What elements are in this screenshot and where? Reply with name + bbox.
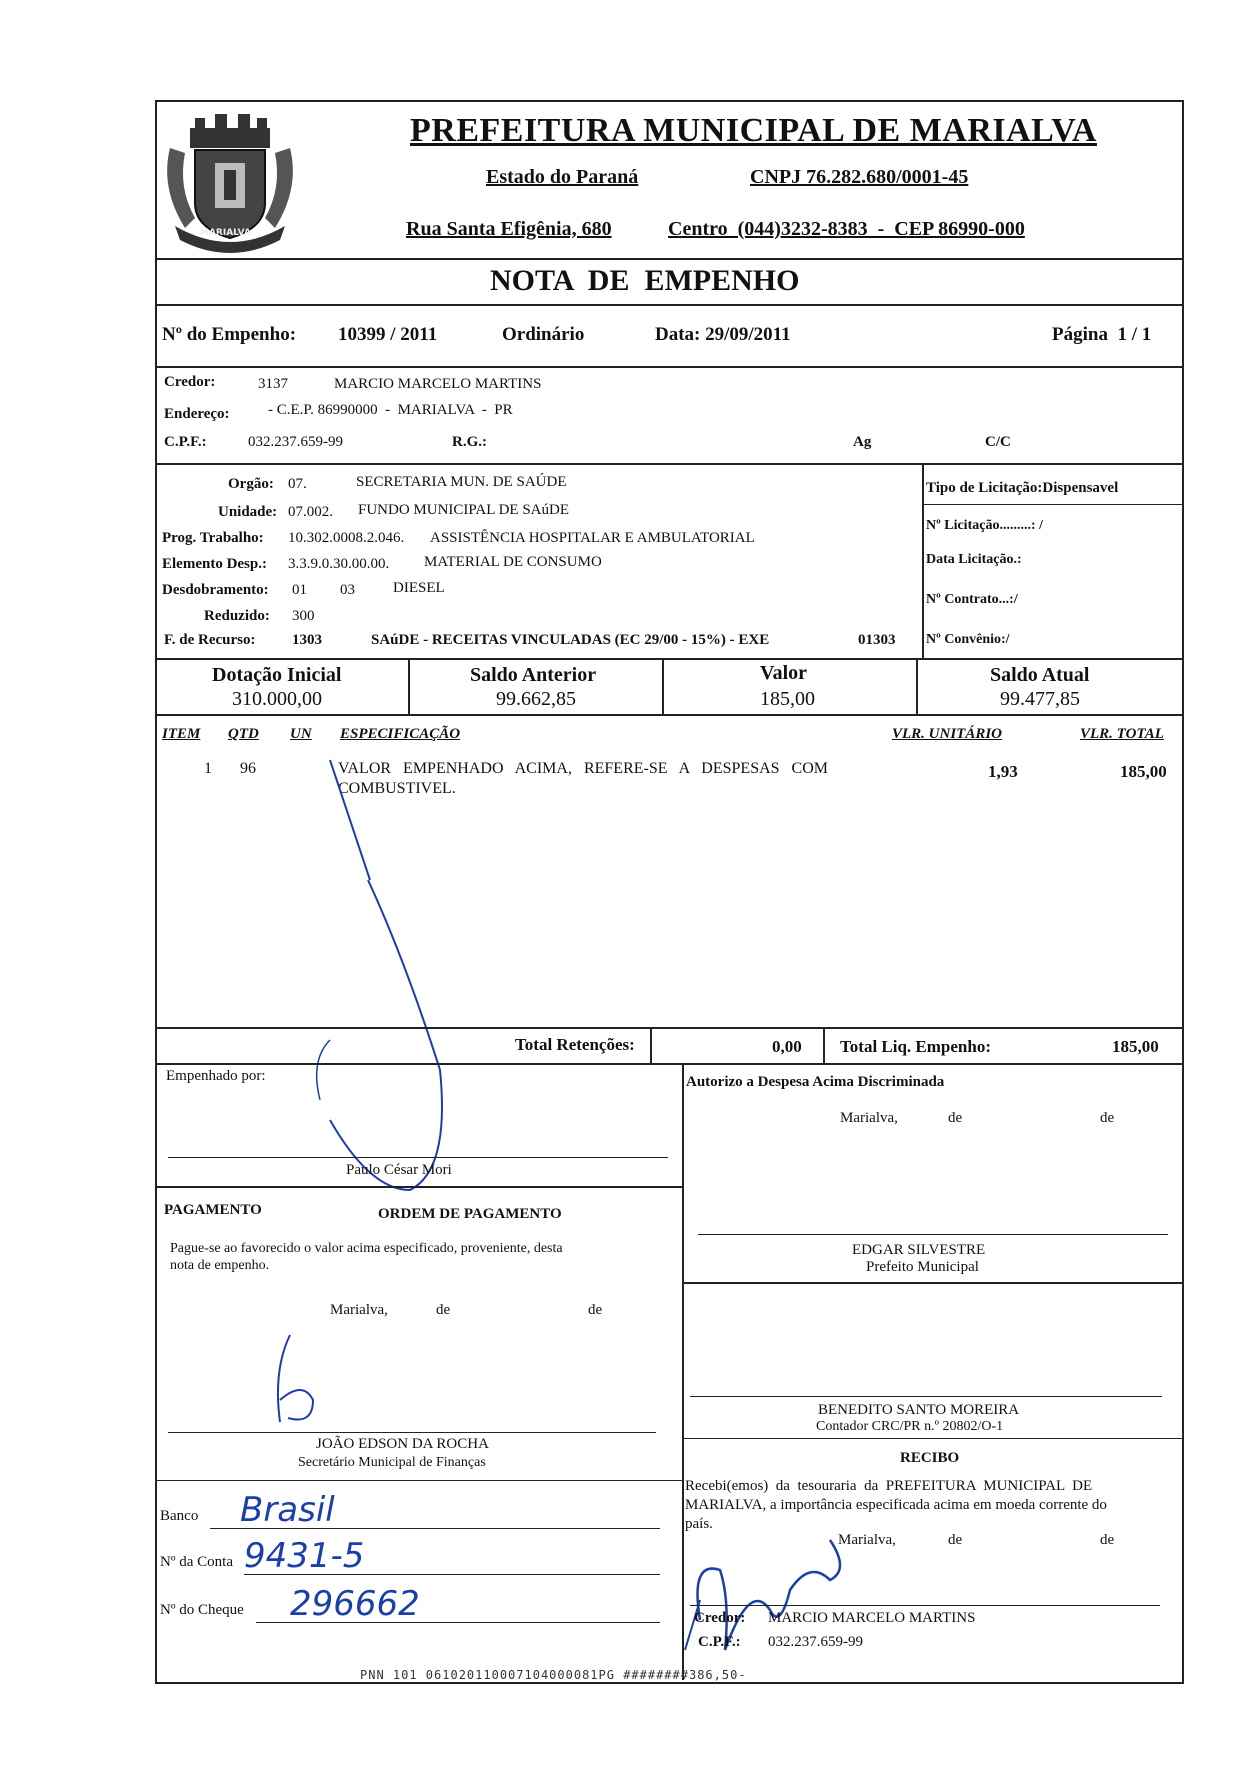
seal-banner-text: MARIALVA <box>200 228 251 238</box>
saldo-atual-label: Saldo Atual <box>990 664 1090 686</box>
municipal-seal <box>160 108 300 258</box>
recibo-de1: de <box>948 1532 963 1548</box>
valor-label: Valor <box>760 662 808 684</box>
dotacao-inicial-label: Dotação Inicial <box>212 664 342 686</box>
rg-label: R.G.: <box>452 434 487 450</box>
cnpj-label: CNPJ 76.282.680/0001-45 <box>750 166 969 188</box>
empenhado-label: Empenhado por: <box>166 1068 266 1084</box>
item-number: 1 <box>204 760 212 777</box>
prefeito-name: EDGAR SILVESTRE <box>852 1242 986 1258</box>
autorizo-de1: de <box>948 1110 963 1126</box>
empenho-type: Ordinário <box>502 324 585 345</box>
reduzido-label: Reduzido: <box>204 608 270 624</box>
orgao-code: 07. <box>288 476 307 492</box>
col-un: UN <box>290 726 312 742</box>
contador-role: Contador CRC/PR n.º 20802/O-1 <box>816 1419 1004 1434</box>
elemento-code: 3.3.9.0.30.00.00. <box>288 556 390 572</box>
recibo-credor-name: MARCIO MARCELO MARTINS <box>768 1610 976 1626</box>
contador-name: BENEDITO SANTO MOREIRA <box>818 1402 1020 1418</box>
elemento-name: MATERIAL DE CONSUMO <box>424 554 602 570</box>
secretario-name: JOÃO EDSON DA ROCHA <box>316 1436 489 1452</box>
recibo-de2: de <box>1100 1532 1115 1548</box>
prog-name: ASSISTÊNCIA HOSPITALAR E AMBULATORIAL <box>430 530 755 546</box>
endereco-label: Endereço: <box>164 406 230 422</box>
pagamento-label: PAGAMENTO <box>164 1202 262 1218</box>
ordem-pagamento-label: ORDEM DE PAGAMENTO <box>378 1206 562 1222</box>
pague-line1: Pague-se ao favorecido o valor acima especificado, proveniente, desta <box>170 1241 563 1256</box>
recibo-cpf-value: 032.237.659-99 <box>768 1634 863 1650</box>
data-licitacao: Data Licitação.: <box>926 552 1022 567</box>
page-title: PREFEITURA MUNICIPAL DE MARIALVA <box>410 112 1097 149</box>
credor-code: 3137 <box>258 376 288 392</box>
recibo-label: RECIBO <box>900 1450 960 1466</box>
credor-signature <box>680 1500 880 1680</box>
unidade-code: 07.002. <box>288 504 333 520</box>
recurso-code: 1303 <box>292 632 322 648</box>
recurso-number: 01303 <box>858 632 896 648</box>
doc-title: NOTA DE EMPENHO <box>490 264 800 297</box>
orgao-name: SECRETARIA MUN. DE SAÚDE <box>356 474 567 490</box>
state-label: Estado do Paraná <box>486 166 639 188</box>
footer-code: PNN 101 061020110007104000081PG ########386,50- <box>360 1668 747 1682</box>
desdobramento-name: DIESEL <box>393 580 445 596</box>
cheque-label: Nº do Cheque <box>160 1602 244 1618</box>
desdobramento-a: 01 <box>292 582 307 598</box>
recibo-credor-label: Credor: <box>694 1610 746 1626</box>
contact-label: Centro (044)3232-8383 - CEP 86990-000 <box>668 218 1025 240</box>
numero-convenio: Nº Convênio:/ <box>926 632 1010 647</box>
page-indicator: Página 1 / 1 <box>1052 324 1152 345</box>
item-spec-line1: VALOR EMPENHADO ACIMA, REFERE-SE A DESPESAS COM <box>338 760 828 777</box>
recurso-name: SAúDE - RECEITAS VINCULADAS (EC 29/00 - 15%) - EXE <box>371 632 770 648</box>
empenhado-name: Paulo César Mori <box>346 1162 452 1178</box>
numero-contrato: Nº Contrato...:/ <box>926 592 1018 607</box>
autorizo-de2: de <box>1100 1110 1115 1126</box>
col-qtd: QTD <box>228 726 259 742</box>
cc-label: C/C <box>985 434 1011 450</box>
unidade-label: Unidade: <box>218 504 278 520</box>
recibo-line2: MARIALVA, a importância especificada acima em moeda corrente do <box>685 1497 1107 1513</box>
recibo-line1: Recebi(emos) da tesouraria da PREFEITURA MUNICIPAL DE <box>685 1478 1093 1494</box>
dotacao-inicial-value: 310.000,00 <box>232 688 322 710</box>
saldo-atual-value: 99.477,85 <box>1000 688 1080 710</box>
recibo-place: Marialva, <box>838 1532 896 1548</box>
item-spec-line2: COMBUSTIVEL. <box>338 780 456 797</box>
desdobramento-label: Desdobramento: <box>162 582 269 598</box>
secretario-signature <box>268 1330 348 1430</box>
empenho-date: Data: 29/09/2011 <box>655 324 791 345</box>
liq-empenho-value: 185,00 <box>1112 1037 1159 1056</box>
cpf-label: C.P.F.: <box>164 434 207 450</box>
valor-value: 185,00 <box>760 688 815 710</box>
item-qtd: 96 <box>240 760 256 777</box>
banco-handwritten: Brasil <box>240 1490 335 1530</box>
recibo-line3: país. <box>685 1516 713 1532</box>
conta-label: Nº da Conta <box>160 1554 233 1570</box>
retencoes-label: Total Retenções: <box>515 1035 635 1054</box>
ag-label: Ag <box>853 434 872 450</box>
col-especificacao: ESPECIFICAÇÃO <box>340 726 461 742</box>
pague-de2: de <box>588 1302 603 1318</box>
recurso-label: F. de Recurso: <box>164 632 256 648</box>
conta-handwritten: 9431-5 <box>244 1536 365 1576</box>
autorizo-label: Autorizo a Despesa Acima Discriminada <box>686 1074 945 1090</box>
address-label: Rua Santa Efigênia, 680 <box>406 218 612 240</box>
col-vlr-unitario: VLR. UNITÁRIO <box>892 726 1003 742</box>
item-unit-value: 1,93 <box>988 762 1018 781</box>
credor-label: Credor: <box>164 374 216 390</box>
pague-de1: de <box>436 1302 451 1318</box>
pague-place: Marialva, <box>330 1302 388 1318</box>
liq-empenho-label: Total Liq. Empenho: <box>840 1037 991 1056</box>
item-total-value: 185,00 <box>1120 762 1167 781</box>
elemento-label: Elemento Desp.: <box>162 556 267 572</box>
tipo-licitacao <box>926 480 1118 497</box>
desdobramento-b: 03 <box>340 582 355 598</box>
autorizo-place: Marialva, <box>840 1110 898 1126</box>
col-item: ITEM <box>162 726 201 742</box>
reduzido-value: 300 <box>292 608 315 624</box>
credor-name: MARCIO MARCELO MARTINS <box>334 376 542 392</box>
recibo-cpf-label: C.P.F.: <box>698 1634 741 1650</box>
prefeito-role: Prefeito Municipal <box>866 1259 979 1275</box>
prog-label: Prog. Trabalho: <box>162 530 264 546</box>
pen-stroke-marks <box>300 740 500 1200</box>
pague-line2: nota de empenho. <box>170 1258 270 1273</box>
secretario-role: Secretário Municipal de Finanças <box>298 1455 486 1470</box>
cheque-handwritten: 296662 <box>290 1584 420 1624</box>
banco-label: Banco <box>160 1508 199 1524</box>
endereco-value: - C.E.P. 86990000 - MARIALVA - PR <box>268 402 513 418</box>
tipo-licitacao-text: Tipo de Licitação:Dispensavel <box>926 480 1119 496</box>
unidade-name: FUNDO MUNICIPAL DE SAúDE <box>358 502 569 518</box>
empenho-label: Nº do Empenho: <box>162 324 297 345</box>
retencoes-value: 0,00 <box>772 1037 802 1056</box>
saldo-anterior-label: Saldo Anterior <box>470 664 597 686</box>
numero-licitacao: Nº Licitação.........: / <box>926 518 1043 533</box>
empenho-number: 10399 / 2011 <box>338 324 438 345</box>
saldo-anterior-value: 99.662,85 <box>496 688 576 710</box>
cpf-value: 032.237.659-99 <box>248 434 343 450</box>
orgao-label: Orgão: <box>228 476 274 492</box>
prog-code: 10.302.0008.2.046. <box>288 530 405 546</box>
col-vlr-total: VLR. TOTAL <box>1080 726 1164 742</box>
